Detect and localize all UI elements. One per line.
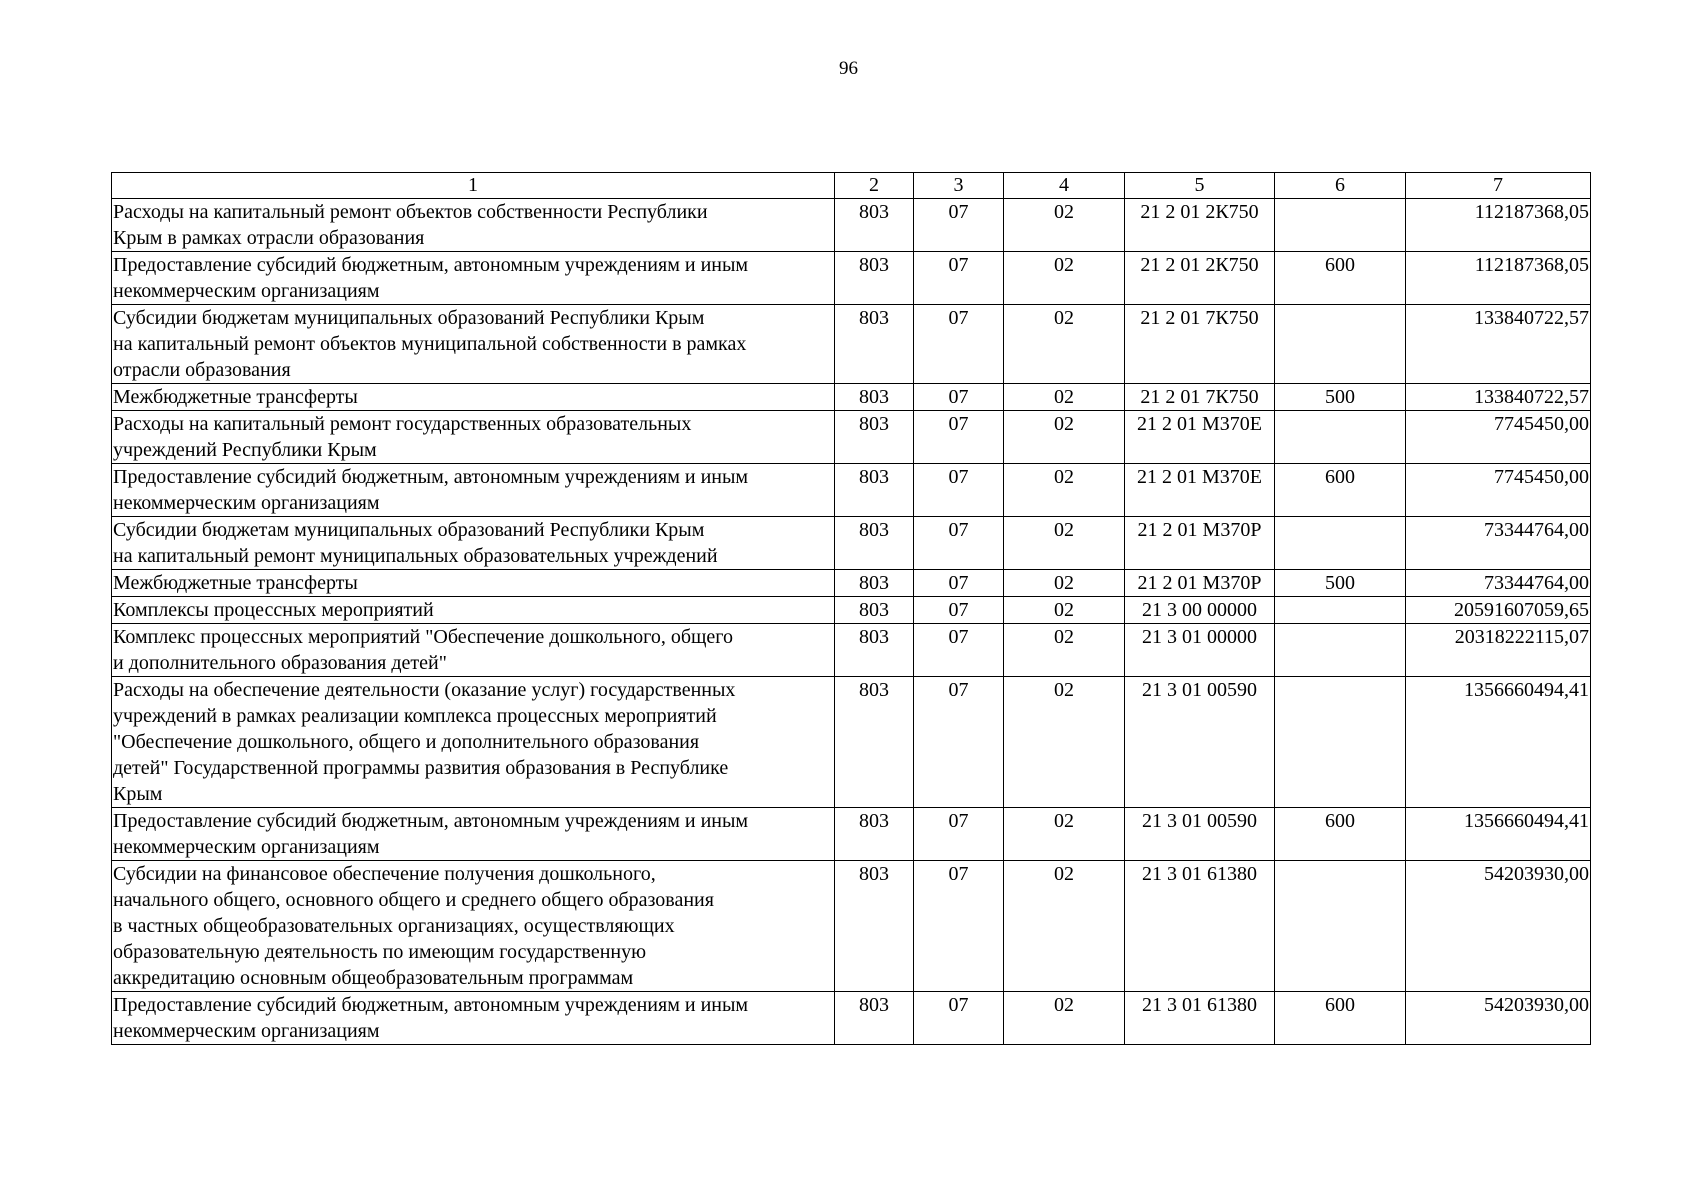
- column-header: 6: [1275, 173, 1406, 199]
- grbs-cell: 803: [835, 992, 914, 1045]
- section-cell: 07: [914, 570, 1004, 597]
- name-line: начального общего, основного общего и среднего общего образования: [113, 889, 714, 911]
- target-article-cell: 21 2 01 2К750: [1125, 252, 1275, 305]
- name-line: и дополнительного образования детей": [113, 652, 447, 674]
- name-line: Субсидии на финансовое обеспечение получения дошкольного,: [113, 863, 656, 885]
- name-line: в частных общеобразовательных организациях, осуществляющих: [113, 915, 675, 937]
- name-line: некоммерческим организациям: [113, 280, 380, 302]
- subsection-cell: 02: [1004, 570, 1125, 597]
- subsection-cell: 02: [1004, 384, 1125, 411]
- table-row: [112, 570, 1591, 597]
- amount-cell: 7745450,00: [1406, 464, 1591, 517]
- section-cell: 07: [914, 517, 1004, 570]
- name-line: Субсидии бюджетам муниципальных образований Республики Крым: [113, 307, 705, 329]
- section-cell: 07: [914, 252, 1004, 305]
- name-line: на капитальный ремонт объектов муниципальной собственности в рамках: [113, 333, 747, 355]
- name-line: Предоставление субсидий бюджетным, автономным учреждениям и иным: [113, 994, 749, 1016]
- table-row: [112, 199, 1591, 252]
- name-cell: [112, 252, 835, 305]
- name-line: Расходы на капитальный ремонт государственных образовательных: [113, 413, 692, 435]
- target-article-cell: 21 2 01 М370Р: [1125, 570, 1275, 597]
- subsection-cell: 02: [1004, 992, 1125, 1045]
- subsection-cell: 02: [1004, 677, 1125, 808]
- name-cell: [112, 517, 835, 570]
- section-cell: 07: [914, 464, 1004, 517]
- grbs-cell: 803: [835, 808, 914, 861]
- target-article-cell: 21 3 01 00590: [1125, 808, 1275, 861]
- name-line: учреждений Республики Крым: [113, 439, 377, 461]
- amount-cell: 54203930,00: [1406, 861, 1591, 992]
- name-line: отрасли образования: [113, 359, 291, 381]
- amount-cell: 133840722,57: [1406, 384, 1591, 411]
- page-number: 96: [839, 58, 858, 79]
- name-cell: [112, 305, 835, 384]
- name-cell: [112, 464, 835, 517]
- subsection-cell: 02: [1004, 808, 1125, 861]
- name-cell: [112, 597, 835, 624]
- amount-cell: 7745450,00: [1406, 411, 1591, 464]
- column-header: 3: [914, 173, 1004, 199]
- grbs-cell: 803: [835, 411, 914, 464]
- subsection-cell: 02: [1004, 199, 1125, 252]
- section-cell: 07: [914, 199, 1004, 252]
- subsection-cell: 02: [1004, 517, 1125, 570]
- name-line: образовательную деятельность по имеющим государственную: [113, 941, 647, 963]
- name-cell: [112, 199, 835, 252]
- amount-cell: 73344764,00: [1406, 570, 1591, 597]
- subsection-cell: 02: [1004, 464, 1125, 517]
- table-row: [112, 517, 1591, 570]
- grbs-cell: 803: [835, 199, 914, 252]
- name-cell: [112, 677, 835, 808]
- grbs-cell: 803: [835, 861, 914, 992]
- table-row: [112, 305, 1591, 384]
- column-header: 5: [1125, 173, 1275, 199]
- section-cell: 07: [914, 624, 1004, 677]
- table-row: [112, 808, 1591, 861]
- grbs-cell: 803: [835, 384, 914, 411]
- column-header: 1: [112, 173, 835, 199]
- table-row: [112, 464, 1591, 517]
- name-line: Расходы на капитальный ремонт объектов собственности Республики: [113, 201, 708, 223]
- grbs-cell: 803: [835, 677, 914, 808]
- name-line: Субсидии бюджетам муниципальных образований Республики Крым: [113, 519, 705, 541]
- section-cell: 07: [914, 384, 1004, 411]
- expense-type-cell: 500: [1275, 384, 1406, 411]
- target-article-cell: 21 2 01 7К750: [1125, 305, 1275, 384]
- name-cell: [112, 992, 835, 1045]
- table-row: [112, 861, 1591, 992]
- grbs-cell: 803: [835, 252, 914, 305]
- expense-type-cell: [1275, 597, 1406, 624]
- amount-cell: 112187368,05: [1406, 252, 1591, 305]
- name-line: Расходы на обеспечение деятельности (оказание услуг) государственных: [113, 679, 736, 701]
- grbs-cell: 803: [835, 597, 914, 624]
- name-line: на капитальный ремонт муниципальных образовательных учреждений: [113, 545, 718, 567]
- table-row: [112, 624, 1591, 677]
- target-article-cell: 21 2 01 М370Е: [1125, 464, 1275, 517]
- amount-cell: 20318222115,07: [1406, 624, 1591, 677]
- section-cell: 07: [914, 597, 1004, 624]
- name-line: учреждений в рамках реализации комплекса процессных мероприятий: [113, 705, 717, 727]
- name-line: некоммерческим организациям: [113, 1020, 380, 1042]
- section-cell: 07: [914, 677, 1004, 808]
- column-header: 4: [1004, 173, 1125, 199]
- expense-type-cell: 600: [1275, 464, 1406, 517]
- name-line: Комплексы процессных мероприятий: [113, 599, 434, 621]
- name-line: Межбюджетные трансферты: [113, 572, 358, 594]
- name-line: Крым в рамках отрасли образования: [113, 227, 425, 249]
- target-article-cell: 21 3 01 00000: [1125, 624, 1275, 677]
- target-article-cell: 21 3 01 61380: [1125, 861, 1275, 992]
- table-row: [112, 252, 1591, 305]
- subsection-cell: 02: [1004, 411, 1125, 464]
- section-cell: 07: [914, 305, 1004, 384]
- expense-type-cell: [1275, 305, 1406, 384]
- name-line: Комплекс процессных мероприятий "Обеспечение дошкольного, общего: [113, 626, 733, 648]
- name-line: аккредитацию основным общеобразовательным программам: [113, 967, 634, 989]
- target-article-cell: 21 2 01 М370Е: [1125, 411, 1275, 464]
- table-row: [112, 411, 1591, 464]
- name-cell: [112, 570, 835, 597]
- expense-type-cell: 600: [1275, 808, 1406, 861]
- name-line: Предоставление субсидий бюджетным, автономным учреждениям и иным: [113, 466, 749, 488]
- budget-table: [111, 172, 1591, 1045]
- header-row: [112, 173, 1591, 199]
- name-cell: [112, 384, 835, 411]
- name-line: некоммерческим организациям: [113, 492, 380, 514]
- target-article-cell: 21 2 01 2К750: [1125, 199, 1275, 252]
- amount-cell: 1356660494,41: [1406, 677, 1591, 808]
- name-cell: [112, 861, 835, 992]
- subsection-cell: 02: [1004, 624, 1125, 677]
- section-cell: 07: [914, 411, 1004, 464]
- target-article-cell: 21 3 01 61380: [1125, 992, 1275, 1045]
- section-cell: 07: [914, 861, 1004, 992]
- table-row: [112, 384, 1591, 411]
- grbs-cell: 803: [835, 464, 914, 517]
- expense-type-cell: [1275, 411, 1406, 464]
- amount-cell: 73344764,00: [1406, 517, 1591, 570]
- name-line: "Обеспечение дошкольного, общего и дополнительного образования: [113, 731, 700, 753]
- grbs-cell: 803: [835, 305, 914, 384]
- grbs-cell: 803: [835, 624, 914, 677]
- name-line: Предоставление субсидий бюджетным, автономным учреждениям и иным: [113, 810, 749, 832]
- table-row: [112, 677, 1591, 808]
- target-article-cell: 21 3 01 00590: [1125, 677, 1275, 808]
- target-article-cell: 21 2 01 7К750: [1125, 384, 1275, 411]
- subsection-cell: 02: [1004, 597, 1125, 624]
- name-line: Предоставление субсидий бюджетным, автономным учреждениям и иным: [113, 254, 749, 276]
- subsection-cell: 02: [1004, 861, 1125, 992]
- expense-type-cell: [1275, 199, 1406, 252]
- column-header: 2: [835, 173, 914, 199]
- name-line: детей" Государственной программы развития образования в Республике: [113, 757, 729, 779]
- amount-cell: 20591607059,65: [1406, 597, 1591, 624]
- expense-type-cell: [1275, 624, 1406, 677]
- name-cell: [112, 624, 835, 677]
- amount-cell: 54203930,00: [1406, 992, 1591, 1045]
- column-header: 7: [1406, 173, 1591, 199]
- expense-type-cell: 500: [1275, 570, 1406, 597]
- amount-cell: 1356660494,41: [1406, 808, 1591, 861]
- expense-type-cell: [1275, 861, 1406, 992]
- expense-type-cell: [1275, 677, 1406, 808]
- name-line: Крым: [113, 783, 163, 805]
- grbs-cell: 803: [835, 517, 914, 570]
- expense-type-cell: 600: [1275, 992, 1406, 1045]
- name-line: некоммерческим организациям: [113, 836, 380, 858]
- subsection-cell: 02: [1004, 305, 1125, 384]
- amount-cell: 133840722,57: [1406, 305, 1591, 384]
- target-article-cell: 21 3 00 00000: [1125, 597, 1275, 624]
- amount-cell: 112187368,05: [1406, 199, 1591, 252]
- subsection-cell: 02: [1004, 252, 1125, 305]
- name-line: Межбюджетные трансферты: [113, 386, 358, 408]
- table-row: [112, 597, 1591, 624]
- name-cell: [112, 808, 835, 861]
- section-cell: 07: [914, 992, 1004, 1045]
- grbs-cell: 803: [835, 570, 914, 597]
- expense-type-cell: 600: [1275, 252, 1406, 305]
- target-article-cell: 21 2 01 М370Р: [1125, 517, 1275, 570]
- table-row: [112, 992, 1591, 1045]
- name-cell: [112, 411, 835, 464]
- section-cell: 07: [914, 808, 1004, 861]
- expense-type-cell: [1275, 517, 1406, 570]
